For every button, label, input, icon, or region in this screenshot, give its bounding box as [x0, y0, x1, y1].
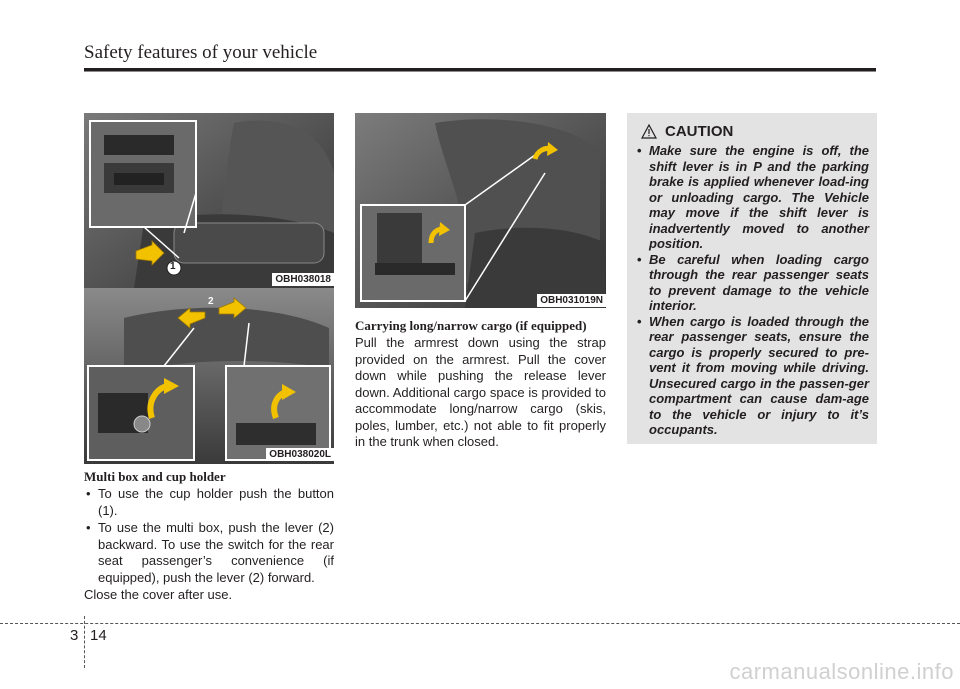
- callout-1: 1: [170, 261, 176, 272]
- figure-cargo: [355, 113, 606, 308]
- multibox-bullet: • To use the multi box, push the lever (2) backward. To use the switch for the rear seat passenger’s convenience (if equipped), push the lever (2) forward.: [84, 520, 334, 586]
- caution-item: • Make sure the engine is off, the shift lever is in P and the parking brake is applied whenever load-ing or unloading cargo. The Vehicle may move if the shift lever is inadvertently moved to another position.: [635, 143, 869, 252]
- header-rule-thin: [84, 71, 876, 72]
- watermark: carmanualsonline.info: [729, 659, 954, 684]
- figure-multi-box: [84, 288, 334, 464]
- cargo-illustration: [355, 113, 606, 308]
- footer-dashed-rule: [0, 623, 960, 624]
- multibox-closing: Close the cover after use.: [84, 587, 233, 602]
- figure-cup-holder: [84, 113, 334, 288]
- figure-code-3: OBH031019N: [537, 294, 606, 307]
- multibox-bullet-list: [84, 486, 334, 586]
- multi-box-illustration: [84, 288, 334, 464]
- caution-list: [635, 143, 869, 438]
- figure-code-2: OBH038020L: [266, 448, 334, 461]
- footer-dashed-divider: [84, 616, 85, 668]
- warning-triangle-icon: [641, 124, 657, 139]
- callout-2: 2: [208, 296, 214, 307]
- caution-header: [641, 123, 733, 140]
- cup-holder-illustration: [84, 113, 334, 288]
- multibox-bullet: • To use the cup holder push the button (1).: [84, 486, 334, 519]
- caution-title: CAUTION: [665, 123, 734, 140]
- page-header-title: Safety features of your vehicle: [84, 42, 318, 63]
- figure-code-1: OBH038018: [272, 273, 334, 286]
- cargo-heading: Carrying long/narrow cargo (if equipped): [355, 318, 587, 333]
- cargo-body: Pull the armrest down using the strap provided on the armrest. Pull the cover down while pushing the release lever down. Additional cargo space is provided to accommodate long/narrow cargo (skis, poles, lumber, etc.) not able to fit properly in the trunk when closed.: [355, 335, 606, 449]
- multibox-body: [84, 486, 334, 604]
- page-number: 14: [90, 627, 107, 644]
- multibox-heading: Multi box and cup holder: [84, 469, 226, 484]
- caution-item: • When cargo is loaded through the rear passenger seats, ensure the cargo is properly secured to pre-vent it from moving while driving. Unsecured cargo in the passen-ger compartment can cause dam-age to the vehicle or injury to it’s occupants.: [635, 314, 869, 438]
- caution-box: [627, 113, 877, 444]
- caution-item: • Be careful when loading cargo through the rear passenger seats to prevent damage to the vehicle interior.: [635, 252, 869, 314]
- page-chapter-number: 3: [70, 627, 79, 644]
